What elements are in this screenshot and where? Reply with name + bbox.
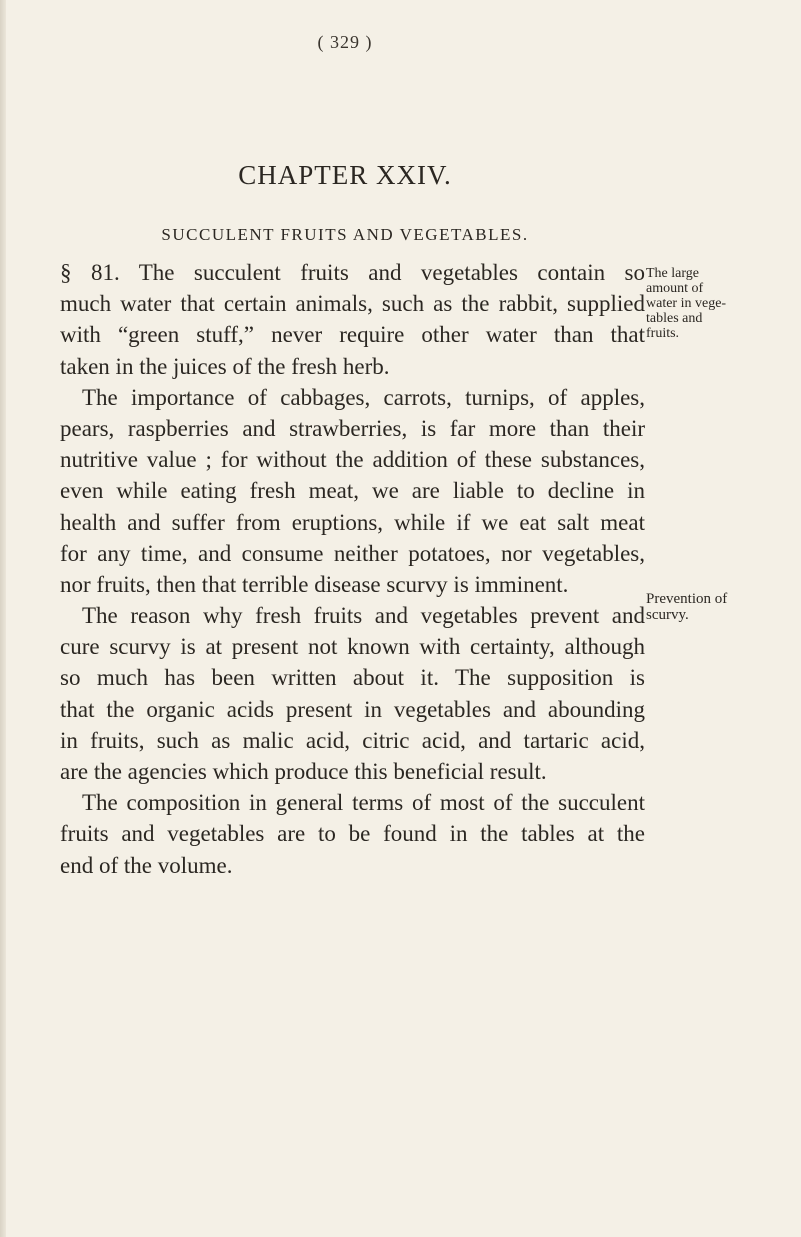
margin-note-line: tables and <box>646 311 703 326</box>
text-line: § 81. The succulent fruits and vegetables contain so <box>60 260 645 285</box>
text-line: in fruits, such as malic acid, citric acid, and tartaric acid, <box>60 727 645 753</box>
text-line: cure scurvy is at present not known with certainty, although <box>60 634 645 660</box>
text-line: with “green stuff,” never require other water than that <box>60 322 645 348</box>
margin-note-line: The large <box>646 266 699 281</box>
text-line: much water that certain animals, such as the rabbit, supplied <box>60 291 645 317</box>
text-line: health and suffer from eruptions, while if we eat salt meat <box>60 509 645 535</box>
margin-note-line: amount of <box>646 281 704 296</box>
chapter-title: CHAPTER XXIV. <box>238 160 452 190</box>
page-number: ( 329 ) <box>317 32 373 52</box>
text-line: that the organic acids present in vegetables and abounding <box>60 696 645 722</box>
margin-note-water-content <box>646 266 796 341</box>
section-title: SUCCULENT FRUITS AND VEGETABLES. <box>161 225 529 244</box>
margin-note-line: Prevention of <box>646 591 728 607</box>
margin-note-scurvy <box>646 591 796 623</box>
text-line: end of the volume. <box>60 852 233 878</box>
margin-note-line: water in vege- <box>646 296 727 311</box>
text-line: are the agencies which produce this beneficial result. <box>60 759 547 784</box>
margin-note-line: fruits. <box>646 326 680 341</box>
text-line: so much has been written about it. The supposition is <box>60 665 645 691</box>
text-line: pears, raspberries and strawberries, is far more than their <box>60 415 645 441</box>
body-text <box>60 257 645 881</box>
text-line: fruits and vegetables are to be found in the tables at the <box>60 821 645 847</box>
text-line: The composition in general terms of most of the succulent <box>82 790 645 816</box>
text-line: nutritive value ; for without the addition of these substances, <box>60 447 645 473</box>
text-line: The importance of cabbages, carrots, turnips, of apples, <box>82 384 645 410</box>
text-line: The reason why fresh fruits and vegetables prevent and <box>82 603 645 629</box>
text-line: for any time, and consume neither potatoes, nor vegetables, <box>60 540 645 566</box>
text-line: taken in the juices of the fresh herb. <box>60 353 390 379</box>
text-line: nor fruits, then that terrible disease scurvy is imminent. <box>60 571 569 597</box>
margin-note-line: scurvy. <box>646 607 689 623</box>
text-line: even while eating fresh meat, we are liable to decline in <box>60 478 645 504</box>
